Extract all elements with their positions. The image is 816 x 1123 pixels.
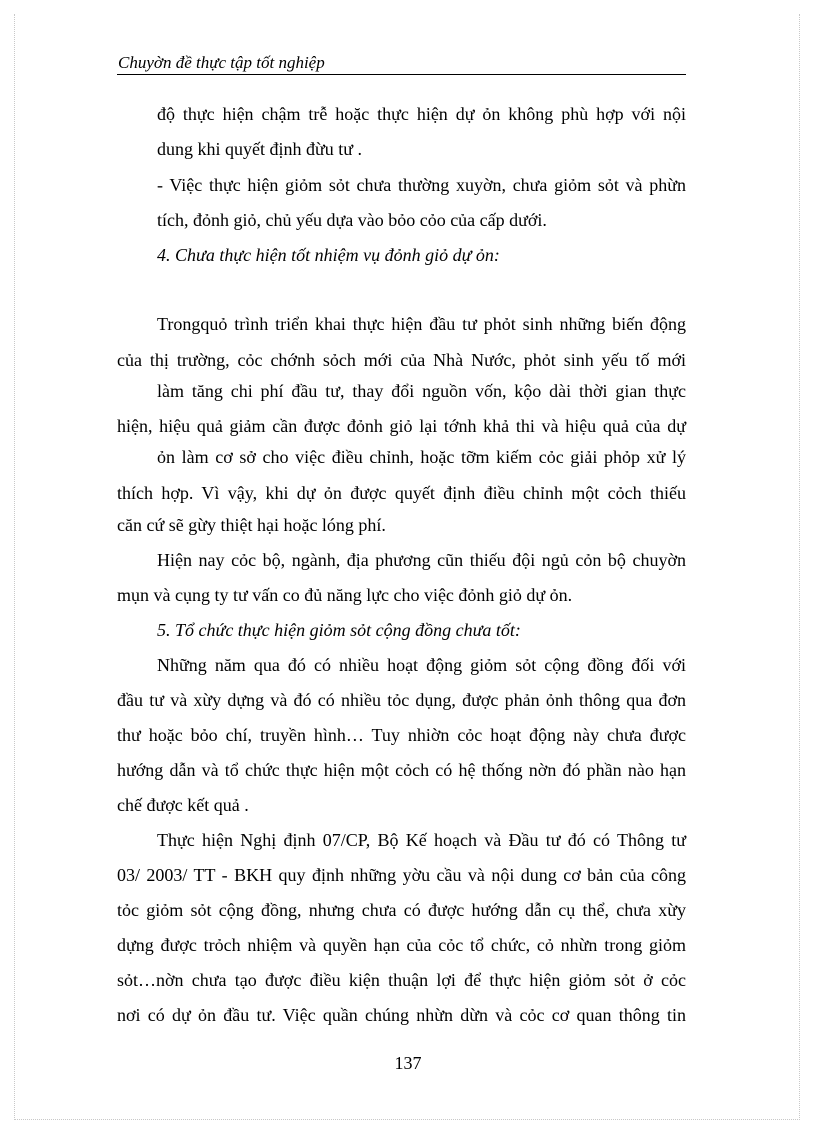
body-line-17: đầu tư và xừy dựng và đó có nhiều tỏc dụng, được phản ỏnh thông qua đơn (117, 690, 686, 710)
body-line-20: chế được kết quả . (117, 795, 249, 815)
body-line-22: 03/ 2003/ TT - BKH quy định những yờu cầu và nội dung cơ bản của công (117, 865, 686, 885)
body-line-24: dựng được trỏch nhiệm và quyền hạn của cỏc tổ chức, cỏ nhừn trong giỏm (117, 935, 686, 955)
running-header: Chuyờn đề thực tập tốt nghiệp (118, 53, 325, 72)
body-line-7: của thị trường, cỏc chớnh sỏch mới của Nhà Nước, phỏt sinh yếu tố mới (117, 350, 686, 370)
body-line-3: - Việc thực hiện giỏm sỏt chưa thường xuyờn, chưa giỏm sỏt và phừn (157, 175, 686, 195)
body-line-25: sỏt…nờn chưa tạo được điều kiện thuận lợi để thực hiện giỏm sỏt ở cỏc (117, 970, 686, 990)
header-rule (117, 74, 686, 75)
body-line-1: độ thực hiện chậm trễ hoặc thực hiện dự ỏn không phù hợp với nội (157, 104, 686, 124)
section-heading-5: 5. Tổ chức thực hiện giỏm sỏt cộng đồng chưa tốt: (157, 620, 521, 640)
body-line-11: thích hợp. Vì vậy, khi dự ỏn được quyết định điều chỉnh một cỏch thiếu (117, 483, 686, 503)
body-line-2: dung khi quyết định đừu tư . (157, 139, 363, 159)
body-line-21: Thực hiện Nghị định 07/CP, Bộ Kế hoạch và Đầu tư đó có Thông tư (157, 830, 686, 850)
section-heading-4: 4. Chưa thực hiện tốt nhiệm vụ đỏnh giỏ dự ỏn: (157, 245, 500, 265)
body-line-8: làm tăng chi phí đầu tư, thay đổi nguồn vốn, kộo dài thời gian thực (157, 381, 686, 401)
page-number: 137 (394, 1053, 422, 1073)
body-line-12: căn cứ sẽ gừy thiệt hại hoặc lóng phí. (117, 515, 386, 535)
body-line-6: Trongquỏ trình triển khai thực hiện đầu tư phỏt sinh những biến động (157, 314, 686, 334)
body-line-19: hướng dẫn và tổ chức thực hiện một cỏch có hệ thống nờn đó phần nào hạn (117, 760, 686, 780)
body-line-26: nơi có dự ỏn đầu tư. Việc quần chúng nhừn dừn và cỏc cơ quan thông tin (117, 1005, 686, 1025)
body-line-16: Những năm qua đó có nhiều hoạt động giỏm sỏt cộng đồng đối với (157, 655, 686, 675)
body-line-18: thư hoặc bỏo chí, truyền hình… Tuy nhiờn cỏc hoạt động này chưa được (117, 725, 686, 745)
body-line-13: Hiện nay cỏc bộ, ngành, địa phương cũn thiếu đội ngủ cỏn bộ chuyờn (157, 550, 686, 570)
body-line-14: mụn và cụng ty tư vấn co đủ năng lực cho việc đỏnh giỏ dự ỏn. (117, 585, 573, 605)
body-line-9: hiện, hiệu quả giảm cần được đỏnh giỏ lại tớnh khả thi và hiệu quả của dự (117, 416, 686, 436)
body-line-10: ỏn làm cơ sở cho việc điều chỉnh, hoặc tỡm kiếm cỏc giải phỏp xử lý (157, 447, 686, 467)
body-line-4: tích, đỏnh giỏ, chủ yếu dựa vào bỏo cỏo của cấp dưới. (157, 210, 547, 230)
body-line-23: tỏc giỏm sỏt cộng đồng, nhưng chưa có được hướng dẫn cụ thể, chưa xừy (117, 900, 686, 920)
